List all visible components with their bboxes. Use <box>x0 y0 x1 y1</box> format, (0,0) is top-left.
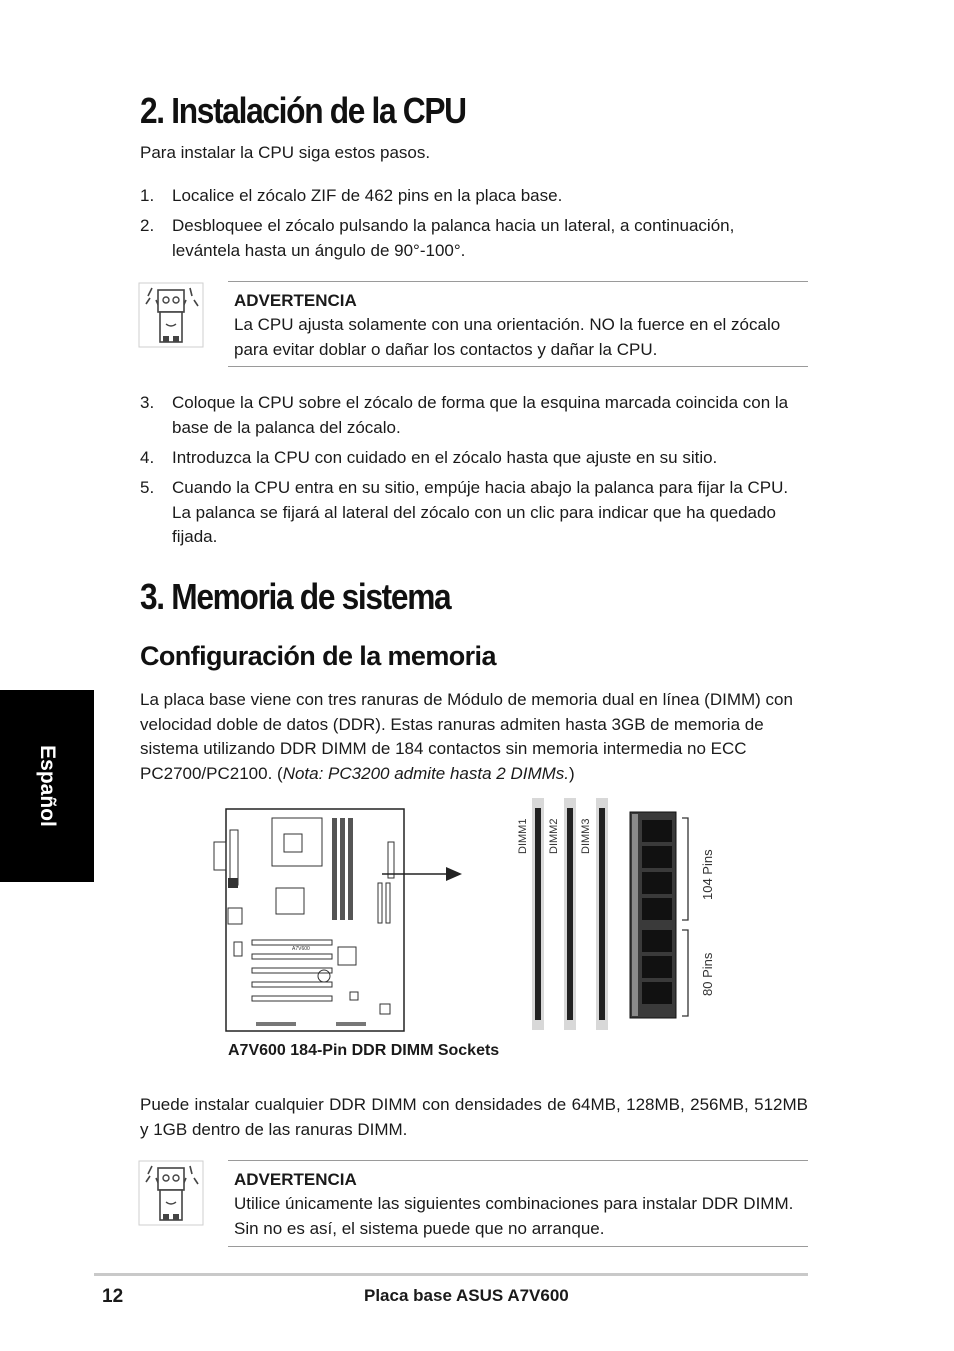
step-4 <box>140 446 810 471</box>
footer-title: Placa base ASUS A7V600 <box>364 1286 569 1305</box>
step-number: 5. <box>140 478 155 497</box>
warning-hand-icon <box>138 282 204 348</box>
warning-text: Utilice únicamente las siguientes combinaciones para instalar DDR DIMM. Sin no es así, el sistema puede que no arranque. <box>234 1194 794 1238</box>
section-2-heading: 2. Instalación de la CPU <box>140 90 466 131</box>
ddr-memory-module <box>630 812 676 1018</box>
warning-title: ADVERTENCIA <box>234 1170 357 1189</box>
section-3-heading: 3. Memoria de sistema <box>140 576 451 617</box>
warning-box-dimm <box>228 1160 808 1247</box>
warning-hand-icon <box>138 1160 204 1226</box>
language-side-tab <box>0 690 94 882</box>
memory-paragraph-text: La placa base viene con tres ranuras de Módulo de memoria dual en línea (DIMM) con velocidad doble de datos (DDR). Estas ranuras admiten hasta 3GB de memoria de sistema utilizando DDR DIMM de 184 contactos sin memoria intermedia no ECC PC2700/PC2100. ( <box>140 690 793 783</box>
dimm-slot-2 <box>564 798 576 1030</box>
dimm3-label: DIMM3 <box>580 818 592 854</box>
arrow-head-icon <box>446 867 462 881</box>
dimm-slot-1 <box>532 798 544 1030</box>
step-3 <box>140 391 810 440</box>
dimm2-label: DIMM2 <box>548 818 560 854</box>
footer-divider <box>94 1273 808 1276</box>
dimm-slot-3 <box>596 798 608 1030</box>
step-number: 1. <box>140 186 155 205</box>
section-3-subheading: Configuración de la memoria <box>140 641 496 671</box>
section-2-heading-wrap <box>140 90 510 132</box>
subheading-wrap <box>140 641 496 672</box>
section-2-intro: Para instalar la CPU siga estos pasos. <box>140 143 431 162</box>
step-number: 2. <box>140 216 155 235</box>
memory-note: Nota: PC3200 admite hasta 2 DIMMs. <box>282 763 569 783</box>
page-number: 12 <box>102 1286 124 1307</box>
pins-80-label: 80 Pins <box>700 952 715 996</box>
section-3-heading-wrap <box>140 576 493 618</box>
dimm1-label: DIMM1 <box>517 818 529 854</box>
step-1 <box>140 184 810 209</box>
step-text: Desbloquee el zócalo pulsando la palanca hacia un lateral, a continuación, levántela hasta un ángulo de 90°-100°. <box>172 216 735 260</box>
board-label: A7V600 <box>292 946 310 952</box>
language-label: Español <box>36 745 59 827</box>
dimm-sockets-figure <box>212 790 732 1040</box>
step-2 <box>140 214 790 263</box>
warning-box-cpu <box>228 281 808 367</box>
warning-title: ADVERTENCIA <box>234 291 357 310</box>
step-text: Introduzca la CPU con cuidado en el zócalo hasta que ajuste en su sitio. <box>172 448 718 467</box>
memory-densities-paragraph: Puede instalar cualquier DDR DIMM con densidades de 64MB, 128MB, 256MB, 512MB y 1GB dentro de las ranuras DIMM. <box>140 1095 808 1139</box>
step-text: Localice el zócalo ZIF de 462 pins en la placa base. <box>172 186 563 205</box>
memory-paragraph <box>140 688 810 786</box>
step-text: Cuando la CPU entra en su sitio, empúje hacia abajo la palanca para fijar la CPU. La palanca se fijará al lateral del zócalo con un clic para indicar que ha quedado fijada. <box>172 478 789 546</box>
warning-text: La CPU ajusta solamente con una orientación. NO la fuerce en el zócalo para evitar doblar o dañar los contactos y dañar la CPU. <box>234 315 781 359</box>
step-number: 3. <box>140 393 155 412</box>
motherboard-diagram <box>214 809 404 1031</box>
memory-paragraph-end: ) <box>569 763 575 783</box>
figure-caption: A7V600 184-Pin DDR DIMM Sockets <box>228 1042 500 1059</box>
pins-104-label: 104 Pins <box>700 849 715 900</box>
step-5 <box>140 476 810 550</box>
step-number: 4. <box>140 448 155 467</box>
step-text: Coloque la CPU sobre el zócalo de forma que la esquina marcada coincida con la base de la palanca del zócalo. <box>172 393 789 437</box>
